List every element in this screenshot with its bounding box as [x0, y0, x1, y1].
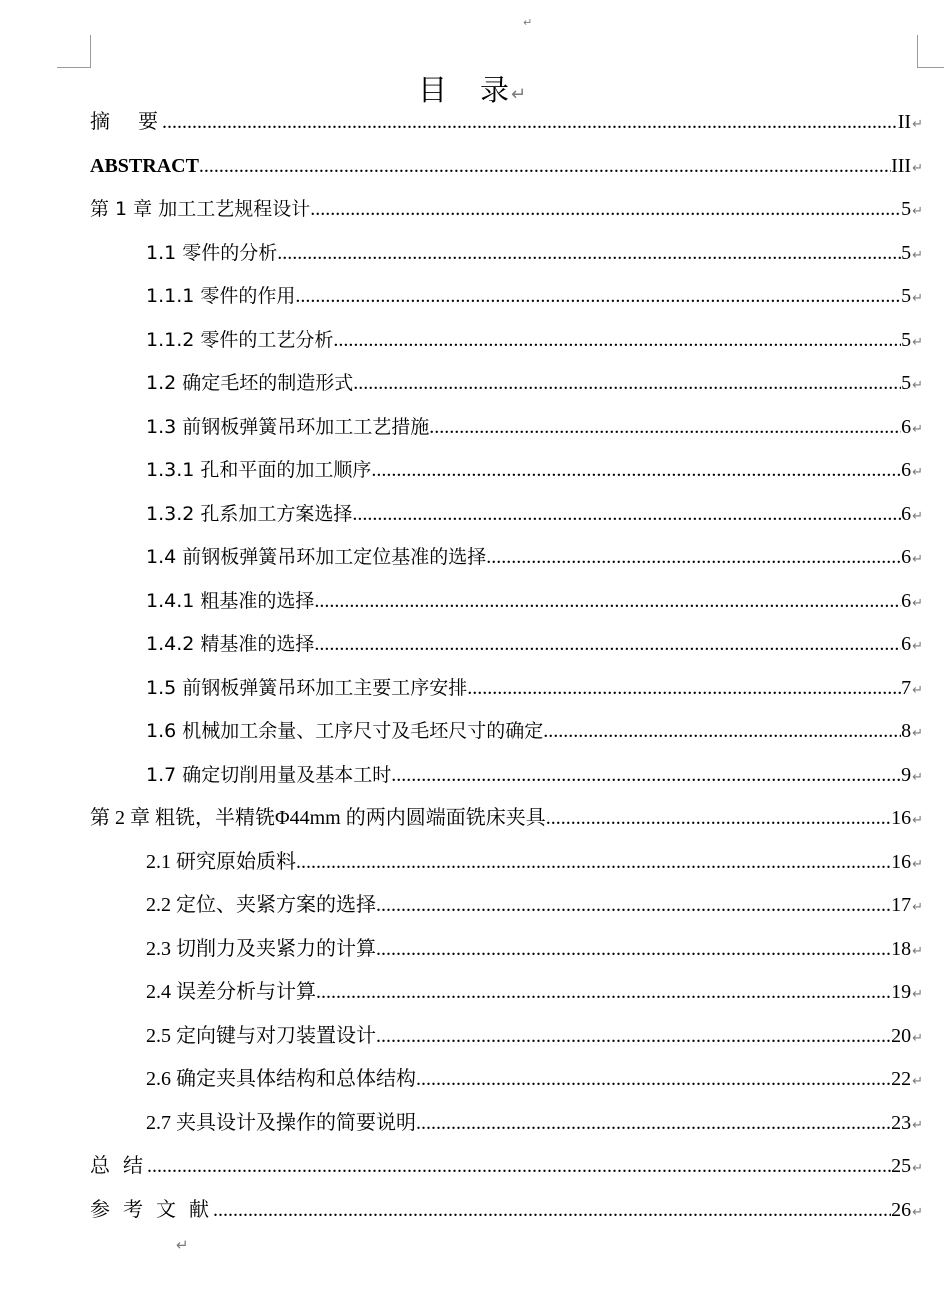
- paragraph-mark-icon: ↵: [912, 1161, 923, 1176]
- toc-entry[interactable]: [146, 977, 923, 1007]
- paragraph-mark-icon: ↵: [912, 422, 923, 437]
- toc-entry[interactable]: [146, 934, 923, 964]
- toc-entry-page: 25: [891, 1155, 912, 1177]
- toc-entry[interactable]: [146, 629, 923, 659]
- toc-entry-title: 1.6 机械加工余量、工序尺寸及毛坯尺寸的确定: [146, 720, 544, 742]
- toc-entry-page: 23: [891, 1112, 912, 1134]
- toc-entry-page: 17: [891, 894, 912, 916]
- toc-entry-title: 摘 要: [90, 111, 162, 133]
- paragraph-mark-icon: ↵: [912, 248, 923, 263]
- toc-dot-leader: [296, 847, 891, 877]
- toc-entry-title: 2.4 误差分析与计算: [146, 981, 316, 1003]
- toc-dot-leader: [199, 151, 891, 181]
- toc-entry[interactable]: [146, 1108, 923, 1138]
- toc-dot-leader: [376, 890, 891, 920]
- paragraph-mark-icon: ↵: [912, 378, 923, 393]
- paragraph-mark-icon: ↵: [912, 683, 923, 698]
- toc-entry-page: 5: [901, 242, 912, 264]
- paragraph-mark-icon: ↵: [912, 639, 923, 654]
- toc-entry-page: 22: [891, 1068, 912, 1090]
- toc-entry-title: 1.3.2 孔系加工方案选择: [146, 503, 353, 525]
- toc-entry[interactable]: [146, 760, 923, 790]
- toc-entry-title: 1.5 前钢板弹簧吊环加工主要工序安排: [146, 677, 468, 699]
- toc-dot-leader: [162, 107, 898, 137]
- toc-entry-title: 第 1 章 加工工艺规程设计: [90, 198, 311, 220]
- toc-entry[interactable]: [146, 890, 923, 920]
- toc-entry-title: 2.6 确定夹具体结构和总体结构: [146, 1068, 416, 1090]
- toc-entry-page: 16: [891, 807, 912, 829]
- toc-dot-leader: [295, 281, 901, 311]
- toc-dot-leader: [333, 325, 901, 355]
- toc-dot-leader: [352, 499, 901, 529]
- toc-entry-page: 26: [891, 1199, 912, 1221]
- toc-entry-page: 20: [891, 1025, 912, 1047]
- toc-entry[interactable]: [90, 107, 923, 137]
- toc-entry-page: 6: [901, 590, 912, 612]
- paragraph-mark-icon: ↵: [912, 900, 923, 915]
- crop-mark-top-left: [57, 35, 91, 68]
- paragraph-mark-icon: ↵: [912, 1205, 923, 1220]
- toc-dot-leader: [310, 194, 901, 224]
- toc-dot-leader: [353, 368, 901, 398]
- paragraph-mark-icon: ↵: [510, 84, 527, 105]
- toc-entry-title: 1.7 确定切削用量及基本工时: [146, 764, 392, 786]
- toc-entry-title: 1.1.1 零件的作用: [146, 285, 296, 307]
- toc-dot-leader: [277, 238, 901, 268]
- toc-entry-title: 1.4 前钢板弹簧吊环加工定位基准的选择: [146, 546, 487, 568]
- toc-entry-title: 1.4.1 粗基准的选择: [146, 590, 315, 612]
- paragraph-mark-icon: ↵: [912, 509, 923, 524]
- paragraph-mark-icon: ↵: [523, 16, 533, 29]
- toc-entry-page: 6: [901, 416, 912, 438]
- toc-entry-page: II: [897, 111, 912, 133]
- paragraph-mark-icon: ↵: [912, 161, 923, 176]
- toc-entry-page: 6: [901, 459, 912, 481]
- toc-entry-title: 1.2 确定毛坯的制造形式: [146, 372, 354, 394]
- toc-entry-page: 6: [901, 546, 912, 568]
- toc-entry-page: 6: [901, 633, 912, 655]
- toc-entry-page: 8: [901, 720, 912, 742]
- toc-dot-leader: [376, 934, 891, 964]
- toc-entry-title: 参 考 文 献: [90, 1199, 213, 1221]
- toc-entry[interactable]: [146, 238, 923, 268]
- toc-dot-leader: [314, 586, 901, 616]
- toc-entry-page: 16: [891, 851, 912, 873]
- toc-entry[interactable]: [146, 368, 923, 398]
- toc-entry-page: 5: [901, 285, 912, 307]
- toc-entry-page: III: [891, 155, 912, 177]
- toc-entry-title: 第 2 章 粗铣，半精铣Φ44mm 的两内圆端面铣床夹具: [90, 807, 546, 829]
- toc-entry-title: 2.3 切削力及夹紧力的计算: [146, 938, 376, 960]
- paragraph-mark-icon: ↵: [912, 944, 923, 959]
- toc-dot-leader: [314, 629, 901, 659]
- paragraph-mark-icon: ↵: [912, 1074, 923, 1089]
- toc-dot-leader: [416, 1064, 891, 1094]
- toc-entry[interactable]: [90, 194, 923, 224]
- toc-entry-title: 1.4.2 精基准的选择: [146, 633, 315, 655]
- toc-dot-leader: [486, 542, 901, 572]
- toc-entry[interactable]: [90, 151, 923, 181]
- toc-entry[interactable]: [146, 499, 923, 529]
- toc-dot-leader: [543, 716, 901, 746]
- toc-entry-page: 18: [891, 938, 912, 960]
- paragraph-mark-icon: ↵: [912, 596, 923, 611]
- toc-dot-leader: [429, 412, 901, 442]
- paragraph-mark-icon: ↵: [912, 987, 923, 1002]
- paragraph-mark-icon: ↵: [912, 726, 923, 741]
- toc-entry[interactable]: [146, 455, 923, 485]
- toc-entry[interactable]: [146, 586, 923, 616]
- toc-dot-leader: [546, 803, 891, 833]
- toc-entry-page: 19: [891, 981, 912, 1003]
- paragraph-mark-icon: ↵: [912, 552, 923, 567]
- toc-entry-title: 1.1 零件的分析: [146, 242, 278, 264]
- crop-mark-top-right: [917, 35, 944, 68]
- toc-entry-page: 5: [901, 198, 912, 220]
- paragraph-mark-icon: ↵: [912, 813, 923, 828]
- toc-dot-leader: [371, 455, 901, 485]
- paragraph-mark-icon: ↵: [912, 291, 923, 306]
- toc-entry-page: 7: [901, 677, 912, 699]
- toc-entry-title: 2.1 研究原始质料: [146, 851, 296, 873]
- paragraph-mark-icon: ↵: [912, 770, 923, 785]
- toc-entry-title: 1.1.2 零件的工艺分析: [146, 329, 334, 351]
- toc-dot-leader: [467, 673, 901, 703]
- toc-dot-leader: [391, 760, 901, 790]
- toc-entry-title: 2.2 定位、夹紧方案的选择: [146, 894, 376, 916]
- toc-entry-title: 2.5 定向键与对刀装置设计: [146, 1025, 376, 1047]
- toc-dot-leader: [316, 977, 891, 1007]
- toc-entry[interactable]: [146, 412, 923, 442]
- toc-entry[interactable]: [146, 325, 923, 355]
- toc-entry-title: 2.7 夹具设计及操作的简要说明: [146, 1112, 416, 1134]
- paragraph-mark-icon: ↵: [912, 117, 923, 132]
- toc-entry-page: 9: [901, 764, 912, 786]
- paragraph-mark-icon: ↵: [912, 204, 923, 219]
- toc-dot-leader: [213, 1195, 891, 1225]
- toc-dot-leader: [416, 1108, 891, 1138]
- toc-entry[interactable]: [146, 716, 923, 746]
- toc-dot-leader: [376, 1021, 891, 1051]
- toc-entry[interactable]: [146, 542, 923, 572]
- toc-entry[interactable]: [90, 1195, 923, 1225]
- toc-entry-title: ABSTRACT: [90, 155, 199, 177]
- toc-entry[interactable]: [146, 847, 923, 877]
- toc-entry-page: 5: [901, 329, 912, 351]
- toc-entry[interactable]: [146, 673, 923, 703]
- toc-entry[interactable]: [146, 1021, 923, 1051]
- paragraph-mark-icon: ↵: [912, 1118, 923, 1133]
- toc-title: [0, 68, 944, 109]
- paragraph-mark-icon: ↵: [912, 465, 923, 480]
- paragraph-mark-icon: ↵: [912, 1031, 923, 1046]
- toc-entry-title: 1.3.1 孔和平面的加工顺序: [146, 459, 372, 481]
- toc-entry-title: 总 结: [90, 1155, 147, 1177]
- toc-title-text: 目 录: [417, 75, 511, 107]
- toc-entry[interactable]: [90, 1151, 923, 1181]
- toc-entry-title: 1.3 前钢板弹簧吊环加工工艺措施: [146, 416, 430, 438]
- paragraph-mark-icon: ↵: [176, 1236, 189, 1254]
- toc-entry-page: 5: [901, 372, 912, 394]
- toc-entry-page: 6: [901, 503, 912, 525]
- paragraph-mark-icon: ↵: [912, 335, 923, 350]
- toc-entry[interactable]: [90, 803, 923, 833]
- toc-entry[interactable]: [146, 1064, 923, 1094]
- toc-dot-leader: [147, 1151, 891, 1181]
- toc-entry[interactable]: [146, 281, 923, 311]
- paragraph-mark-icon: ↵: [912, 857, 923, 872]
